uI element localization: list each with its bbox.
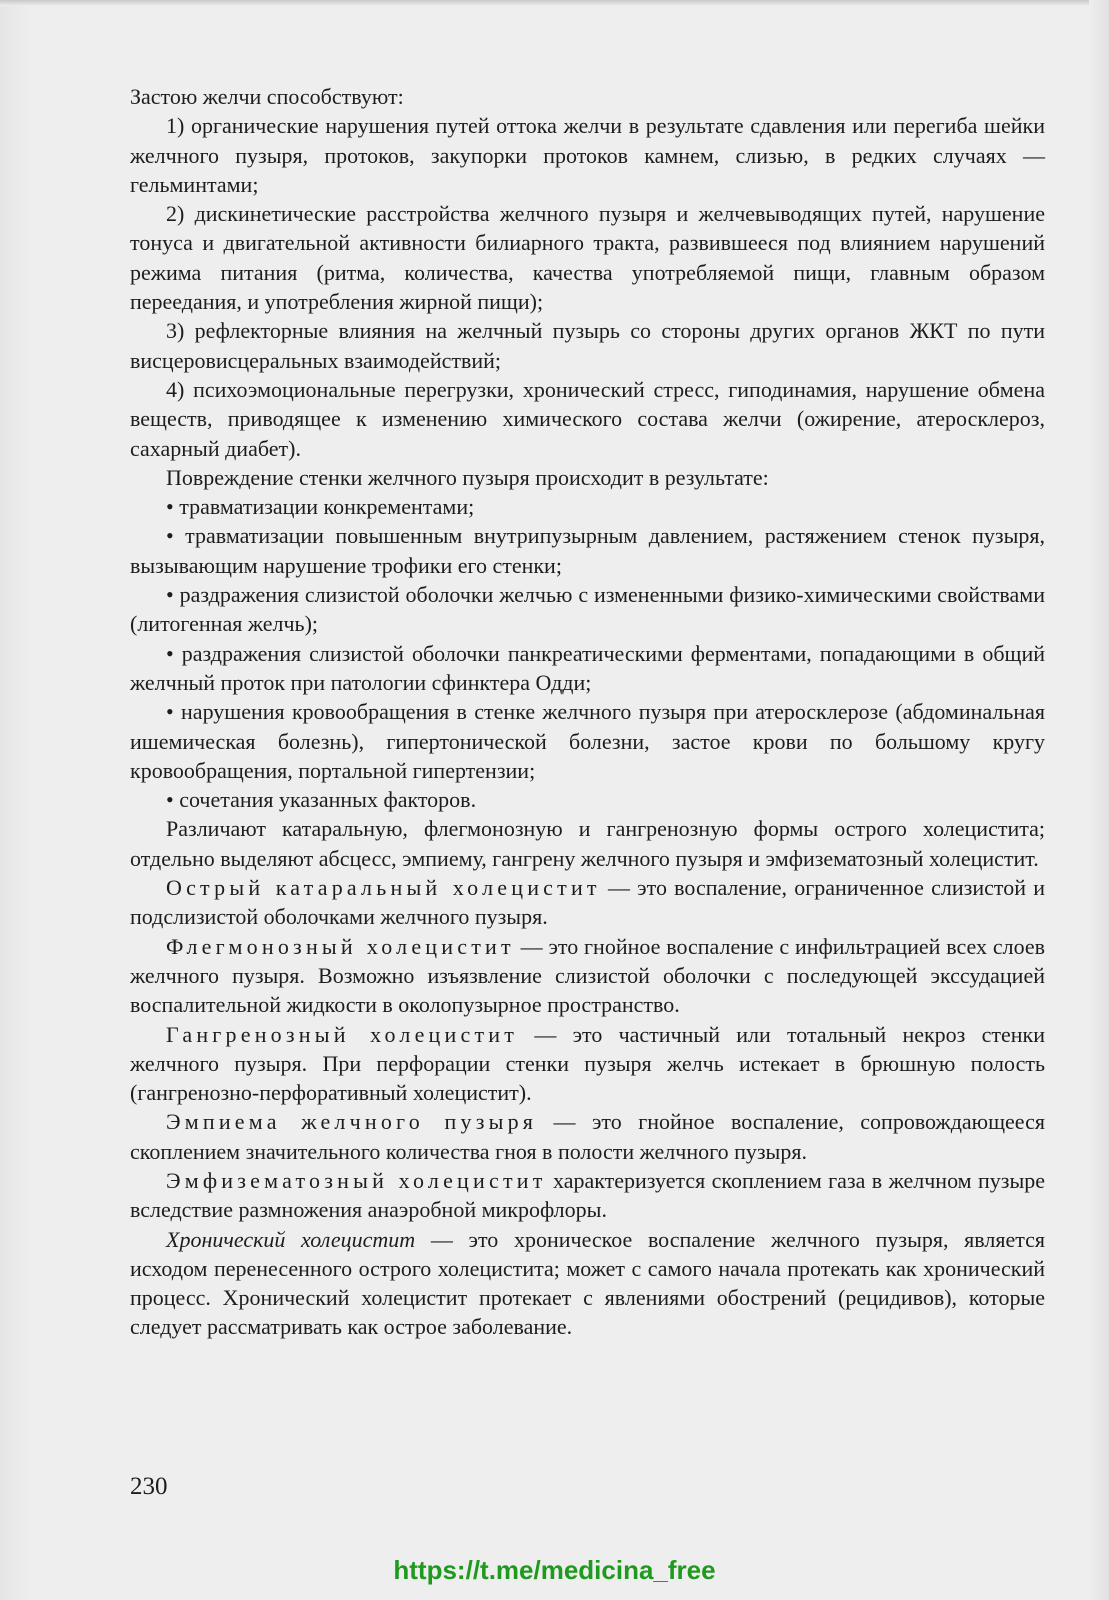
- list-item: 4) психоэмоциональные перегрузки, хронический стресс, гиподинамия, нарушение обмена веществ, приводящее к изменению химического состава желчи (ожирение, атеросклероз, сахарный диабет).: [130, 376, 1045, 461]
- paragraph-intro: Застою желчи способствуют:: [130, 84, 404, 109]
- scan-shadow-left: [0, 0, 30, 1600]
- bullet-item: • нарушения кровообращения в стенке желчного пузыря при атеросклерозе (абдоминальная ишемическая болезнь), гипертонической болезни, застое крови по большому кругу кровообращения, портальной гипертензии;: [130, 699, 1045, 783]
- scan-shadow-right: [1089, 0, 1109, 1600]
- bullet-item: • травматизации конкрементами;: [166, 494, 475, 520]
- list-item: 2) дискинетические расстройства желчного пузыря и желчевыводящих путей, нарушение тонуса и двигательной активности билиарного тракта, развившееся под влиянием нарушений режима питания (ритма, количества, качества употребляемой пищи, главным образом переедания, и употребления жирной пищи);: [130, 201, 1045, 315]
- paragraph-chronic: [130, 1225, 1045, 1342]
- bullet-item: • сочетания указанных факторов.: [166, 787, 477, 813]
- chronic-term: Хронический холецистит: [166, 1226, 416, 1252]
- list-item: 3) рефлекторные влияния на желчный пузырь со стороны других органов ЖКТ по пути висцеровисцеральных взаимодействий;: [130, 318, 1045, 373]
- list-item: 1) органические нарушения путей оттока желчи в результате сдавления или перегиба шейки желчного пузыря, протоков, закупорки протоков камнем, слизью, в редких случаях — гельминтами;: [130, 113, 1045, 197]
- definition-term: Гангренозный холецистит: [166, 1021, 519, 1047]
- definition-text: — это воспаление, ограниченное слизистой и подслизистой оболочками желчного пузыря.: [130, 875, 1045, 930]
- scan-shadow-top: [0, 0, 1109, 6]
- paragraph-damage-intro: Повреждение стенки желчного пузыря происходит в результате:: [166, 464, 769, 490]
- page-body: [130, 82, 1045, 1342]
- definition-catarrhal: [130, 873, 1045, 932]
- definition-term: Флегмонозный холецистит: [166, 933, 515, 959]
- definition-text: — это гнойное воспаление с инфильтрацией всех слоев желчного пузыря. Возможно изъязвление слизистой оболочки с последующей экссудацией воспалительной жидкости в околопузырное пространство.: [130, 933, 1045, 1018]
- definition-text: характеризуется скоплением газа в желчном пузыре вследствие размножения анаэробной микрофлоры.: [130, 1167, 1045, 1223]
- page-number: 230: [130, 1473, 168, 1500]
- watermark-link[interactable]: https://t.me/medicina_free: [393, 1555, 716, 1585]
- definition-phlegmonous: [130, 932, 1045, 1020]
- bullet-item: • раздражения слизистой оболочки желчью с измененными физико-химическими свойствами (литогенная желчь);: [130, 582, 1045, 637]
- definition-text: — это гнойное воспаление, сопровождающееся скоплением значительного количества гноя в полости желчного пузыря.: [130, 1109, 1045, 1164]
- paragraph-forms: Различают катаральную, флегмонозную и гангренозную формы острого холецистита; отдельно выделяют абсцесс, эмпиему, гангрену желчного пузыря и эмфизематозный холецистит.: [130, 816, 1045, 871]
- definition-empyema: [130, 1107, 1045, 1166]
- definition-term: Эмпиема желчного пузыря: [166, 1109, 538, 1135]
- definition-text: — это частичный или тотальный некроз стенки желчного пузыря. При перфорации стенки пузыря желчь истекает в брюшную полость (гангренозно-перфоративный холецистит).: [130, 1021, 1045, 1106]
- bullet-item: • травматизации повышенным внутрипузырным давлением, растяжением стенок пузыря, вызывающим нарушение трофики его стенки;: [130, 523, 1045, 578]
- definition-term: Эмфизематозный холецистит: [166, 1167, 547, 1193]
- bullet-item: • раздражения слизистой оболочки панкреатическими ферментами, попадающими в общий желчный проток при патологии сфинктера Одди;: [130, 640, 1045, 695]
- definition-gangrenous: [130, 1020, 1045, 1108]
- definition-term: Острый катаральный холецистит: [166, 875, 601, 901]
- definition-emphysematous: [130, 1166, 1045, 1225]
- chronic-text: — это хроническое воспаление желчного пузыря, является исходом перенесенного острого холецистита; может с самого начала протекать как хронический процесс. Хронический холецистит протекает с явлениями обострений (рецидивов), которые следует рассматривать как острое заболевание.: [130, 1226, 1045, 1340]
